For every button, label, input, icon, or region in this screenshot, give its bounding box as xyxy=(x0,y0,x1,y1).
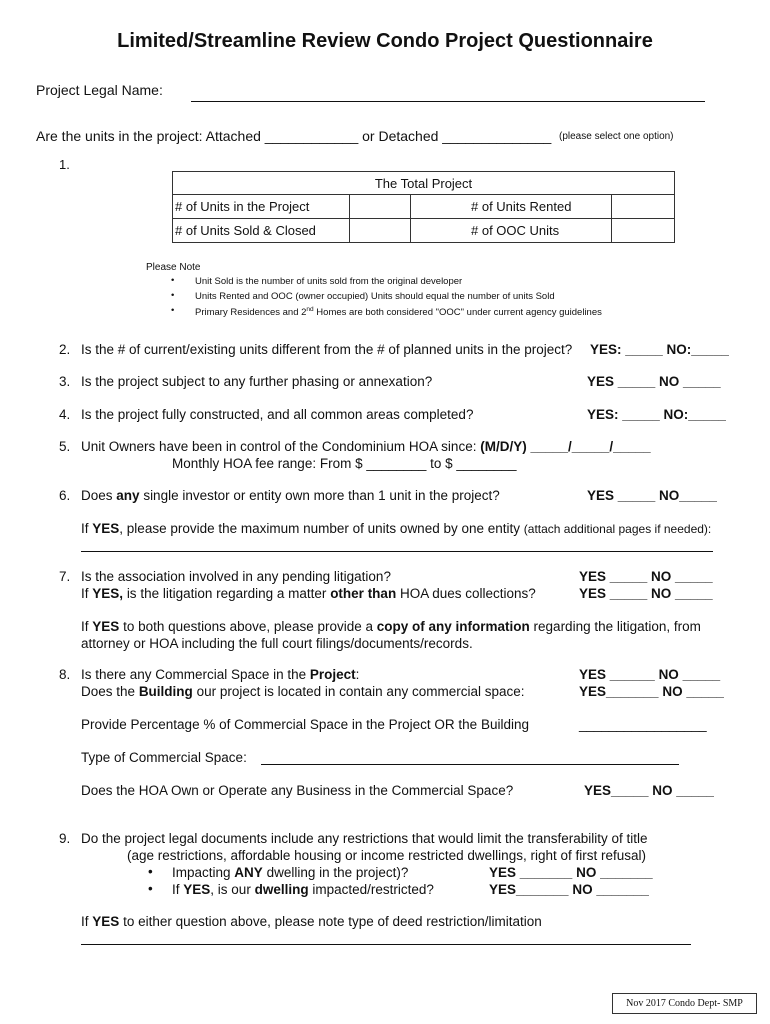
page-title: Limited/Streamline Review Condo Project Questionnaire xyxy=(117,30,653,52)
units-sold-label: # of Units Sold & Closed xyxy=(173,219,350,243)
question-3-number: 3. xyxy=(59,374,71,389)
units-sold-field[interactable] xyxy=(350,219,411,243)
question-2-text: Is the # of current/existing units different from the # of planned units in the project? xyxy=(81,342,573,357)
question-9-bullet-2-marker: • xyxy=(148,881,153,896)
commercial-percentage-label: Provide Percentage % of Commercial Space in the Project OR the Building xyxy=(81,717,529,732)
question-6-followup: If YES, please provide the maximum number of units owned by one entity (attach additional pages if needed): xyxy=(81,521,712,536)
question-5-text: Unit Owners have been in control of the Condominium HOA since: (M/D/Y) _____/_____/_____ xyxy=(81,439,651,454)
note-bullet-3: • xyxy=(171,305,175,316)
question-8-answer-1[interactable]: YES ______ NO _____ xyxy=(579,667,721,682)
legal-name-label: Project Legal Name: xyxy=(36,82,163,98)
question-8-answer-2[interactable]: YES_______ NO _____ xyxy=(579,684,724,699)
question-7-note: If YES to both questions above, please provide a copy of any information regarding the litigation, from xyxy=(81,619,701,634)
question-1-number: 1. xyxy=(59,157,70,172)
question-9-line1: Do the project legal documents include any restrictions that would limit the transferability of title xyxy=(81,831,648,846)
question-9-number: 9. xyxy=(59,831,71,846)
question-7-line1: Is the association involved in any pending litigation? xyxy=(81,569,391,584)
question-4-number: 4. xyxy=(59,407,71,422)
hoa-fee-range[interactable]: Monthly HOA fee range: From $ ________ to $ ________ xyxy=(172,456,517,471)
question-2-number: 2. xyxy=(59,342,71,357)
note-bullet-1: • xyxy=(171,275,175,286)
question-6-answer[interactable]: YES _____ NO_____ xyxy=(587,488,717,503)
units-rented-field[interactable] xyxy=(612,195,675,219)
ooc-units-label: # of OOC Units xyxy=(411,219,612,243)
hoa-control-date-field[interactable]: _____/_____/_____ xyxy=(530,439,651,454)
question-4-answer[interactable]: YES: _____ NO:_____ xyxy=(587,407,726,422)
note-item-2: Units Rented and OOC (owner occupied) Units should equal the number of units Sold xyxy=(195,291,555,302)
question-9-line2: (age restrictions, affordable housing or income restricted dwellings, right of first refusal) xyxy=(127,848,646,863)
note-heading: Please Note xyxy=(146,262,201,273)
question-7-note-line2: attorney or HOA including the full court filings/documents/records. xyxy=(81,636,473,651)
hoa-business-question: Does the HOA Own or Operate any Business in the Commercial Space? xyxy=(81,783,514,798)
question-9-answer-2[interactable]: YES_______ NO _______ xyxy=(489,882,649,897)
commercial-type-field[interactable] xyxy=(261,764,679,765)
question-9-bullet-2: If YES, is our dwelling impacted/restricted? xyxy=(172,882,434,897)
units-in-project-field[interactable] xyxy=(350,195,411,219)
question-8-line2: Does the Building our project is located in contain any commercial space: xyxy=(81,684,525,699)
question-7-answer-2[interactable]: YES _____ NO _____ xyxy=(579,586,713,601)
question-7-answer-1[interactable]: YES _____ NO _____ xyxy=(579,569,713,584)
question-5-number: 5. xyxy=(59,439,71,454)
ooc-units-field[interactable] xyxy=(612,219,675,243)
note-item-3: Primary Residences and 2nd Homes are both considered "OOC" under current agency guidelines xyxy=(195,306,602,319)
question-9-bullet-1-marker: • xyxy=(148,864,153,879)
units-hint: (please select one option) xyxy=(559,131,674,142)
question-6-followup-field[interactable] xyxy=(81,551,713,552)
units-question: Are the units in the project: Attached ____________ or Detached ______________ xyxy=(36,128,552,144)
note-bullet-2: • xyxy=(171,290,175,301)
question-6-text: Does any single investor or entity own more than 1 unit in the project? xyxy=(81,488,500,503)
commercial-type-label: Type of Commercial Space: xyxy=(81,750,247,765)
units-in-project-label: # of Units in the Project xyxy=(173,195,350,219)
question-7-number: 7. xyxy=(59,569,71,584)
question-2-answer[interactable]: YES: _____ NO:_____ xyxy=(590,342,729,357)
footer-stamp: Nov 2017 Condo Dept- SMP xyxy=(612,993,757,1014)
question-9-bullet-1: Impacting ANY dwelling in the project)? xyxy=(172,865,409,880)
question-9-footer-field[interactable] xyxy=(81,944,691,945)
question-3-text: Is the project subject to any further phasing or annexation? xyxy=(81,374,433,389)
commercial-percentage-field[interactable]: _________________ xyxy=(579,717,707,732)
question-9-footer: If YES to either question above, please note type of deed restriction/limitation xyxy=(81,914,542,929)
question-4-text: Is the project fully constructed, and all common areas completed? xyxy=(81,407,474,422)
question-8-line1: Is there any Commercial Space in the Project: xyxy=(81,667,360,682)
question-9-answer-1[interactable]: YES _______ NO _______ xyxy=(489,865,653,880)
legal-name-field[interactable] xyxy=(191,101,705,102)
question-3-answer[interactable]: YES _____ NO _____ xyxy=(587,374,721,389)
question-6-number: 6. xyxy=(59,488,71,503)
units-rented-label: # of Units Rented xyxy=(411,195,612,219)
note-item-1: Unit Sold is the number of units sold from the original developer xyxy=(195,276,463,287)
total-project-table xyxy=(172,171,675,243)
question-8-number: 8. xyxy=(59,667,71,682)
hoa-business-answer[interactable]: YES_____ NO _____ xyxy=(584,783,714,798)
question-7-line2: If YES, is the litigation regarding a matter other than HOA dues collections? xyxy=(81,586,536,601)
table-header: The Total Project xyxy=(173,172,675,195)
